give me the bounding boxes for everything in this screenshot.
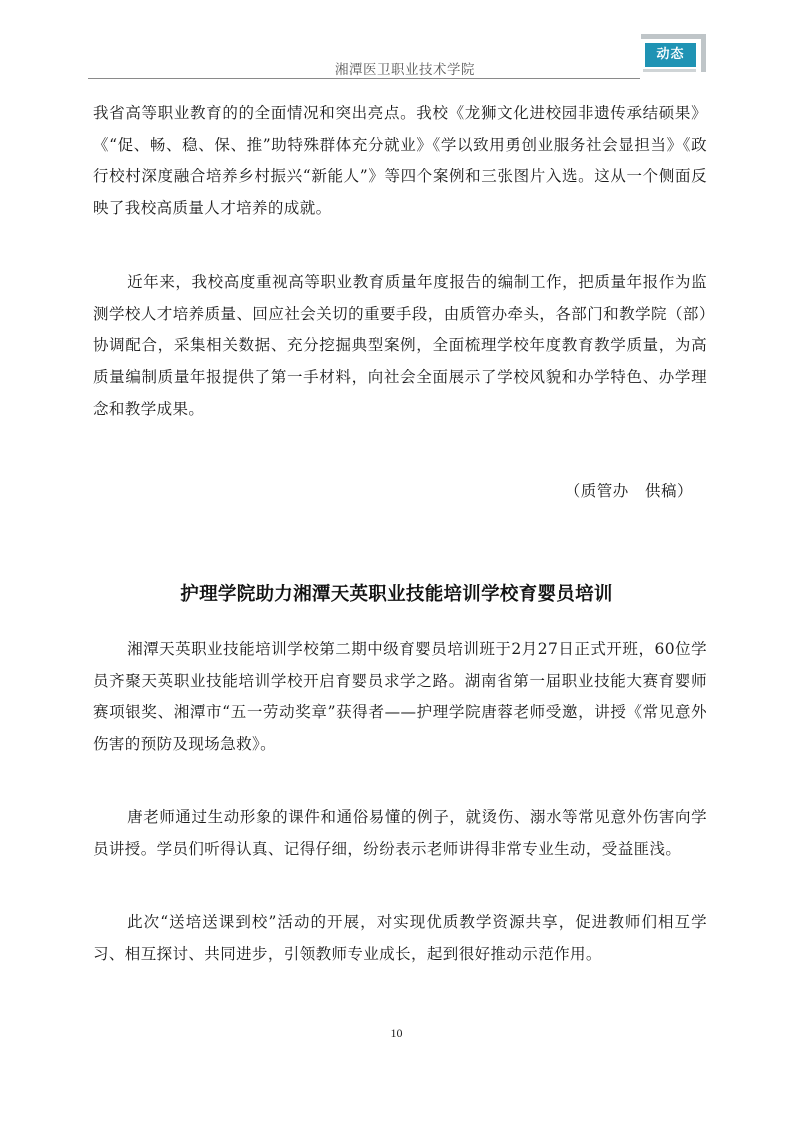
badge-frame-right	[701, 34, 706, 72]
article1-source: （质管办 供稿）	[564, 482, 693, 500]
badge-shadow	[643, 69, 696, 72]
section-badge: 动态	[645, 43, 696, 67]
article2-paragraph-2: 唐老师通过生动形象的课件和通俗易懂的例子，就烫伤、溺水等常见意外伤害向学员讲授。学员们听得认真、记得仔细，纷纷表示老师讲得非常专业生动，受益匪浅。	[93, 808, 707, 858]
header-divider	[88, 78, 640, 79]
article2-paragraph-1: 湘潭天英职业技能培训学校第二期中级育婴员培训班于2月27日正式开班，60位学员齐聚天英职业技能培训学校开启育婴员求学之路。湖南省第一届职业技能大赛育婴师赛项银奖、湘潭市“五一劳动奖章”获得者——护理学院唐蓉老师受邀，讲授《常见意外伤害的预防及现场急救》。	[93, 640, 707, 754]
page-number: 10	[390, 1026, 403, 1040]
badge-frame-top	[641, 34, 706, 39]
article2-title: 护理学院助力湘潭天英职业技能培训学校育婴员培训	[180, 584, 613, 606]
institution-name: 湘潭医卫职业技术学院	[335, 62, 475, 78]
article1-paragraph-2: 近年来，我校高度重视高等职业教育质量年度报告的编制工作，把质量年报作为监测学校人才培养质量、回应社会关切的重要手段，由质管办牵头，各部门和教学院（部）协调配合，采集相关数据、充分挖掘典型案例，全面梳理学校年度教育教学质量，为高质量编制质量年报提供了第一手材料，向社会全面展示了学校风貌和办学特色、办学理念和教学成果。	[93, 273, 707, 418]
article1-paragraph-1: 我省高等职业教育的的全面情况和突出亮点。我校《龙狮文化进校园非遗传承结硕果》《“促、畅、稳、保、推”助特殊群体充分就业》《学以致用勇创业服务社会显担当》《政行校村深度融合培养乡村振兴“新能人”》等四个案例和三张图片入选。这从一个侧面反映了我校高质量人才培养的成就。	[93, 104, 707, 218]
article2-paragraph-3: 此次“送培送课到校”活动的开展，对实现优质教学资源共享，促进教师们相互学习、相互探讨、共同进步，引领教师专业成长，起到很好推动示范作用。	[93, 913, 707, 963]
